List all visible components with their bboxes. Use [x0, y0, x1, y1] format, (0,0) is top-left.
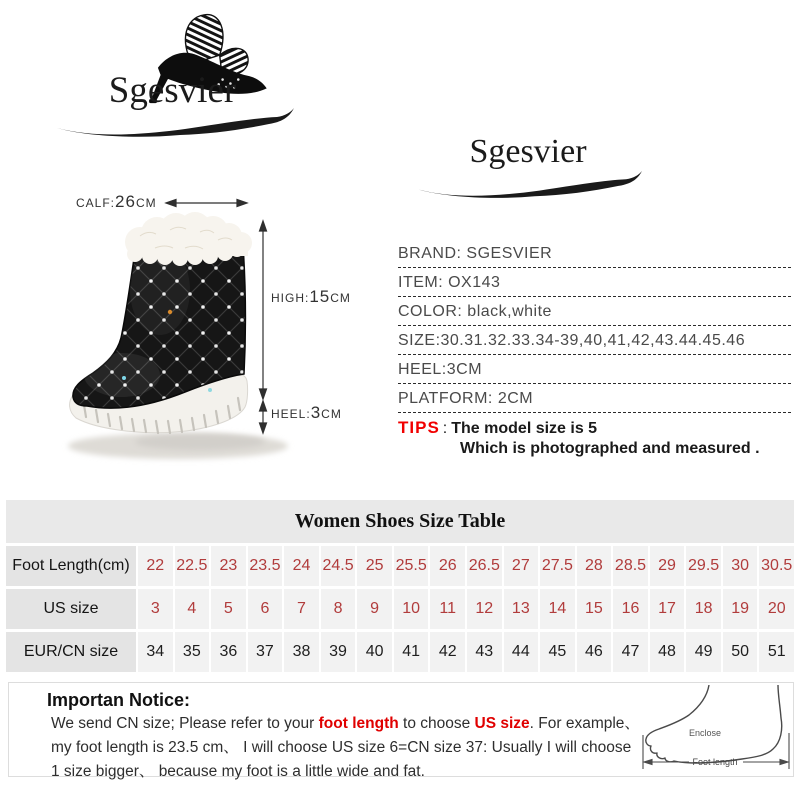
size-value-cell: 47	[613, 632, 648, 672]
detail-rows	[398, 243, 791, 413]
notice-body: We send CN size; Please refer to your foot length to choose US size. For example、 my foot length is 23.5 cm、 I will choose US size 6=CN size 37: Usually I will choose 1 size bigger、 because my foot is a little wide and fat.	[51, 715, 640, 780]
size-value-cell: 7	[284, 589, 319, 629]
size-value-cell: 28.5	[613, 546, 648, 586]
foot-length-label: Foot length	[692, 757, 738, 767]
size-value-cell: 23.5	[248, 546, 283, 586]
size-value-cell: 23	[211, 546, 246, 586]
detail-row: PLATFORM: 2CM	[398, 388, 791, 413]
size-value-cell: 48	[650, 632, 685, 672]
size-value-cell: 12	[467, 589, 502, 629]
size-value-cell: 10	[394, 589, 429, 629]
size-value-cell: 14	[540, 589, 575, 629]
boot-illustration	[60, 190, 365, 475]
brand-name-text: Sgesvier	[469, 133, 587, 170]
size-value-cell: 39	[321, 632, 356, 672]
detail-row: ITEM: OX143	[398, 272, 791, 297]
size-value-cell: 25.5	[394, 546, 429, 586]
height-measurement-label: HIGH:15CM	[271, 287, 351, 306]
tips-line: TIPS : The model size is 5	[398, 418, 598, 437]
logo-swoosh	[55, 104, 295, 140]
size-value-cell: 8	[321, 589, 356, 629]
size-value-cell: 41	[394, 632, 429, 672]
size-value-cell: 20	[759, 589, 794, 629]
size-value-cell: 26	[430, 546, 465, 586]
size-table-row-eur-cn-size	[6, 632, 794, 672]
size-table-row-us-size	[6, 589, 794, 629]
brand-logo-center	[415, 133, 650, 203]
size-value-cell: 37	[248, 632, 283, 672]
detail-row: HEEL:3CM	[398, 359, 791, 384]
size-table-title: Women Shoes Size Table	[6, 500, 794, 543]
size-value-cell: 40	[357, 632, 392, 672]
product-details	[398, 243, 791, 458]
detail-row: COLOR: black,white	[398, 301, 791, 326]
notice-title: Importan Notice:	[47, 690, 191, 710]
size-value-cell: 25	[357, 546, 392, 586]
size-value-cell: 49	[686, 632, 721, 672]
size-value-cell: 51	[759, 632, 794, 672]
size-value-cell: 38	[284, 632, 319, 672]
size-value-cell: 43	[467, 632, 502, 672]
size-value-cell: 30.5	[759, 546, 794, 586]
brand-name-text: Sgesvier	[108, 70, 237, 111]
size-value-cell: 26.5	[467, 546, 502, 586]
tips-label: TIPS	[398, 418, 440, 437]
notice-line-3: 1 size bigger、 because my foot is a little wide and fat.	[51, 763, 425, 780]
size-value-cell: 35	[175, 632, 210, 672]
size-value-cell: 24	[284, 546, 319, 586]
size-table-row-foot-length	[6, 546, 794, 586]
highlight-foot-length: foot length	[318, 715, 399, 732]
size-value-cell: 15	[577, 589, 612, 629]
size-value-cell: 17	[650, 589, 685, 629]
size-value-cell: 44	[504, 632, 539, 672]
size-value-cell: 22	[138, 546, 173, 586]
tips-text: The model size is 5	[451, 420, 598, 437]
size-value-cell: 29	[650, 546, 685, 586]
row-label-eur-cn-size: EUR/CN size	[6, 632, 136, 672]
calf-measurement-label: CALF:26CM	[76, 192, 157, 211]
foot-length-diagram	[637, 685, 799, 773]
size-value-cell: 22.5	[175, 546, 210, 586]
size-value-cell: 19	[723, 589, 758, 629]
size-value-cell: 5	[211, 589, 246, 629]
enclose-label: Enclose	[689, 728, 722, 738]
accent-rhinestone	[168, 310, 172, 314]
boot-product-figure	[60, 190, 365, 475]
size-value-cell: 18	[686, 589, 721, 629]
size-value-cell: 50	[723, 632, 758, 672]
row-label-us-size: US size	[6, 589, 136, 629]
brand-logo-top	[55, 5, 305, 145]
row-label-foot-length: Foot Length(cm)	[6, 546, 136, 586]
size-value-cell: 9	[357, 589, 392, 629]
logo-swoosh	[417, 167, 643, 201]
heel-measurement-label: HEEL:3CM	[271, 403, 342, 422]
size-value-cell: 3	[138, 589, 173, 629]
size-value-cell: 27.5	[540, 546, 575, 586]
detail-row: SIZE:30.31.32.33.34-39,40,41,42,43.44.45.46	[398, 330, 791, 355]
size-value-cell: 42	[430, 632, 465, 672]
size-value-cell: 28	[577, 546, 612, 586]
size-value-cell: 6	[248, 589, 283, 629]
tips-line-2: Which is photographed and measured .	[460, 440, 760, 457]
size-value-cell: 13	[504, 589, 539, 629]
important-notice-box	[8, 682, 794, 780]
size-value-cell: 11	[430, 589, 465, 629]
notice-line-2: my foot length is 23.5 cm、 I will choose US size 6=CN size 37: Usually I will choose	[51, 739, 632, 756]
detail-row: BRAND: SGESVIER	[398, 243, 791, 268]
size-value-cell: 34	[138, 632, 173, 672]
size-value-cell: 24.5	[321, 546, 356, 586]
size-value-cell: 27	[504, 546, 539, 586]
size-table	[6, 500, 794, 675]
size-value-cell: 46	[577, 632, 612, 672]
size-value-cell: 30	[723, 546, 758, 586]
size-value-cell: 29.5	[686, 546, 721, 586]
size-value-cell: 45	[540, 632, 575, 672]
size-value-cell: 4	[175, 589, 210, 629]
size-value-cell: 16	[613, 589, 648, 629]
size-value-cell: 36	[211, 632, 246, 672]
highlight-us-size: US size	[474, 715, 530, 732]
